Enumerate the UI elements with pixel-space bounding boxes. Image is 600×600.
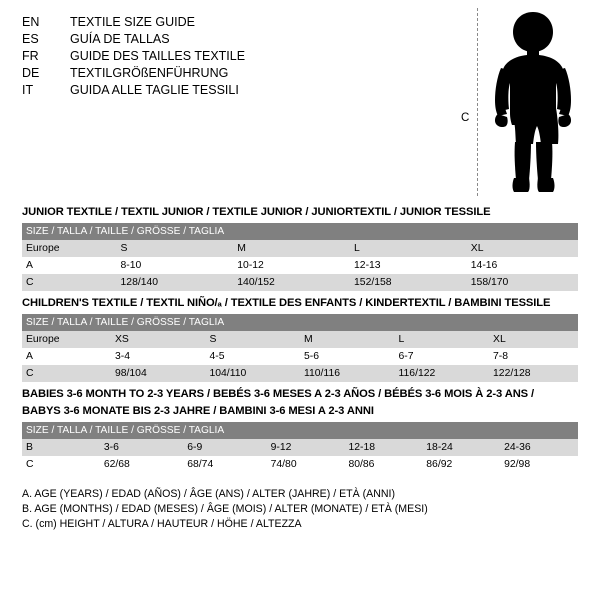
cell: XL [489,331,578,348]
cell: 4-5 [205,348,300,365]
table-header-label: SIZE / TALLA / TAILLE / GRÖSSE / TAGLIA [22,422,578,439]
cell: 10-12 [233,257,350,274]
cell: M [300,331,395,348]
cell: 92/98 [500,456,578,473]
cell: 5-6 [300,348,395,365]
child-figure-diagram [455,8,585,198]
language-text: GUÍA DE TALLAS [70,32,170,46]
cell: 152/158 [350,274,467,291]
header [0,0,600,200]
cell: 12-18 [344,439,422,456]
table-row [22,257,578,274]
cell: M [233,240,350,257]
section-title: CHILDREN'S TEXTILE / TEXTIL NIÑO/ₐ / TEXTILE DES ENFANTS / KINDERTEXTIL / BAMBINI TESSILE [22,297,551,309]
row-label: C [22,456,100,473]
language-code: FR [22,49,39,63]
language-row [22,82,245,99]
cell: 3-6 [100,439,183,456]
table-row [22,348,578,365]
table-row [22,240,578,257]
cell: 7-8 [489,348,578,365]
table-header-label: SIZE / TALLA / TAILLE / GRÖSSE / TAGLIA [22,314,578,331]
language-text: GUIDA ALLE TAGLIE TESSILI [70,83,239,97]
language-title-list [22,14,245,99]
cell: XL [467,240,578,257]
language-code: ES [22,32,39,46]
cell: 68/74 [183,456,266,473]
legend-line: C. (cm) HEIGHT / ALTURA / HAUTEUR / HÖHE / ALTEZZA [22,518,302,530]
height-measure-label: C [461,112,470,124]
cell: 80/86 [344,456,422,473]
cell: 14-16 [467,257,578,274]
row-label: A [22,348,111,365]
size-table-children [22,314,578,382]
cell: 24-36 [500,439,578,456]
cell: S [117,240,234,257]
size-table-babies [22,422,578,473]
cell: 8-10 [117,257,234,274]
table-row [22,331,578,348]
language-row [22,65,245,82]
cell: 158/170 [467,274,578,291]
row-label: C [22,365,111,382]
language-text: TEXTILE SIZE GUIDE [70,15,196,29]
cell: 74/80 [267,456,345,473]
section-title-line2: BABYS 3-6 MONATE BIS 2-3 JAHRE / BAMBINI 3-6 MESI A 2-3 ANNI [22,405,374,417]
table-row [22,456,578,473]
cell: 122/128 [489,365,578,382]
cell: 86/92 [422,456,500,473]
cell: 116/122 [395,365,490,382]
row-label: C [22,274,117,291]
language-code: DE [22,66,40,80]
legend [22,487,578,532]
row-label: Europe [22,240,117,257]
cell: 110/116 [300,365,395,382]
cell: XS [111,331,206,348]
language-code: IT [22,83,34,97]
cell: 18-24 [422,439,500,456]
table-row [22,439,578,456]
cell: 9-12 [267,439,345,456]
cell: 62/68 [100,456,183,473]
table-row [22,274,578,291]
section-title: JUNIOR TEXTILE / TEXTIL JUNIOR / TEXTILE JUNIOR / JUNIORTEXTIL / JUNIOR TESSILE [22,206,491,218]
row-label: A [22,257,117,274]
language-text: TEXTILGRÖßENFÜHRUNG [70,66,229,80]
row-label: Europe [22,331,111,348]
cell: 6-7 [395,348,490,365]
cell: 128/140 [117,274,234,291]
legend-line: A. AGE (YEARS) / EDAD (AÑOS) / ÂGE (ANS) / ALTER (JAHRE) / ETÀ (ANNI) [22,488,395,500]
language-row [22,14,245,31]
language-code: EN [22,15,40,29]
cell: L [395,331,490,348]
table-header-row [22,314,578,331]
cell: 98/104 [111,365,206,382]
cell: 3-4 [111,348,206,365]
section-babies-textile [22,382,578,473]
cell: S [205,331,300,348]
language-row [22,48,245,65]
toddler-silhouette-icon [483,10,583,200]
cell: L [350,240,467,257]
language-row [22,31,245,48]
cell: 12-13 [350,257,467,274]
table-header-row [22,422,578,439]
height-measure-dashed-line [477,8,478,196]
size-table-junior [22,223,578,291]
language-text: GUIDE DES TAILLES TEXTILE [70,49,246,63]
section-childrens-textile [22,291,578,382]
section-title: BABIES 3-6 MONTH TO 2-3 YEARS / BEBÉS 3-6 MESES A 2-3 AÑOS / BÉBÉS 3-6 MOIS À 2-3 ANS / [22,388,535,400]
table-header-label: SIZE / TALLA / TAILLE / GRÖSSE / TAGLIA [22,223,578,240]
section-junior-textile [22,200,578,291]
row-label: B [22,439,100,456]
cell: 140/152 [233,274,350,291]
legend-line: B. AGE (MONTHS) / EDAD (MESES) / ÂGE (MOIS) / ALTER (MONATE) / ETÀ (MESI) [22,503,428,515]
cell: 6-9 [183,439,266,456]
table-header-row [22,223,578,240]
cell: 104/110 [205,365,300,382]
table-row [22,365,578,382]
